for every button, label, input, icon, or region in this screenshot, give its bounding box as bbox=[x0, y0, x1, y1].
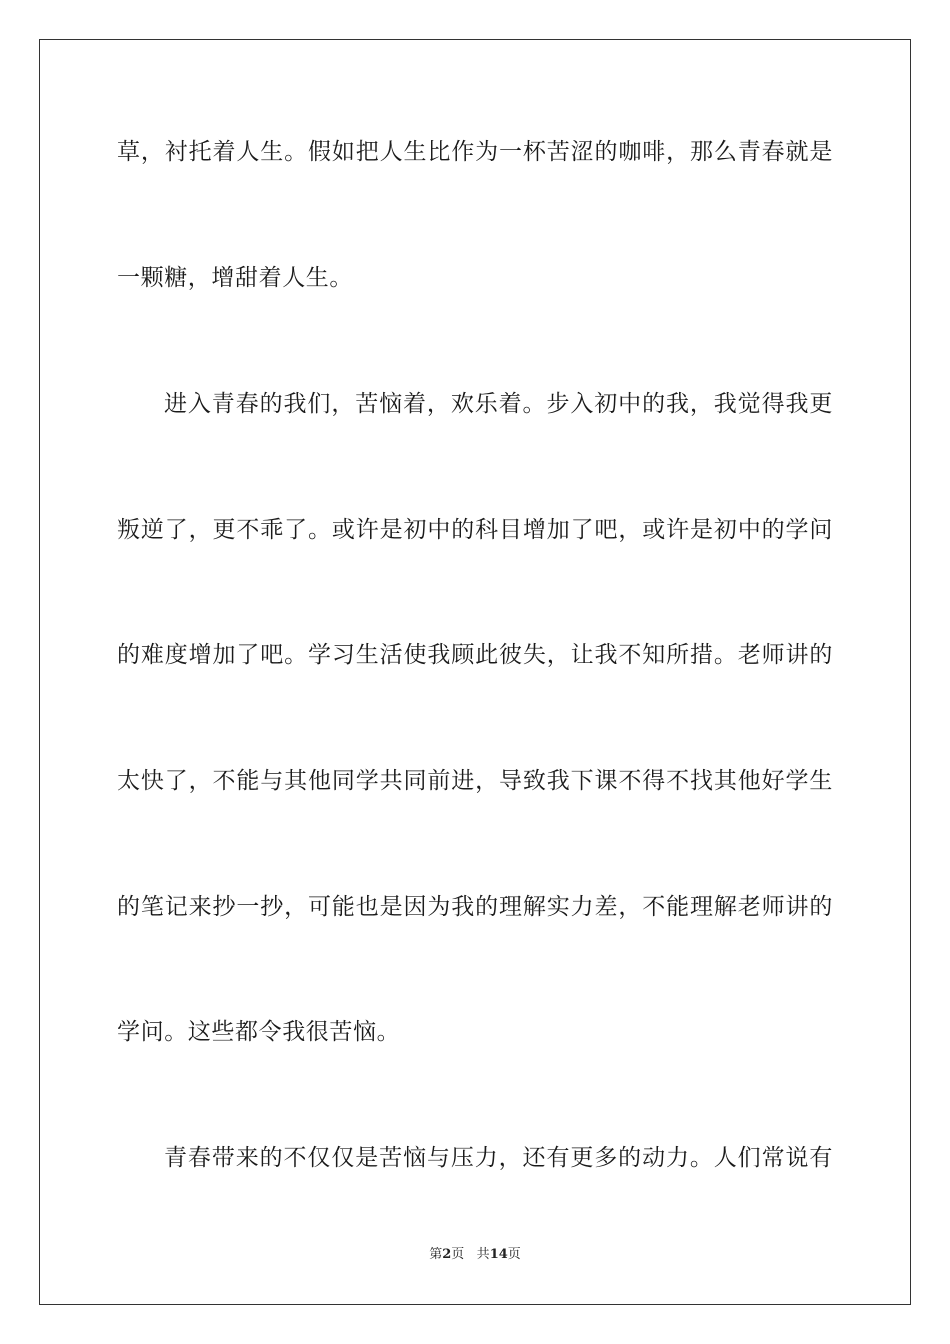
text-line: 叛逆了，更不乖了。或许是初中的科目增加了吧，或许是初中的学问 bbox=[117, 517, 833, 543]
page-footer bbox=[0, 1246, 950, 1264]
text-line: 的难度增加了吧。学习生活使我顾此彼失，让我不知所措。老师讲的 bbox=[117, 642, 833, 668]
footer-page-number: 2 bbox=[442, 1247, 452, 1262]
text-line: 的笔记来抄一抄，可能也是因为我的理解实力差，不能理解老师讲的 bbox=[117, 894, 833, 920]
page-border bbox=[39, 39, 911, 1305]
footer-page-suffix: 页 bbox=[451, 1247, 465, 1262]
footer-page-prefix: 第 bbox=[429, 1247, 443, 1262]
text-line: 一颗糖，增甜着人生。 bbox=[117, 265, 353, 291]
text-line: 学问。这些都令我很苦恼。 bbox=[117, 1019, 401, 1045]
text-line: 青春带来的不仅仅是苦恼与压力，还有更多的动力。人们常说有 bbox=[164, 1145, 833, 1171]
text-line: 草，衬托着人生。假如把人生比作为一杯苦涩的咖啡，那么青春就是 bbox=[117, 139, 833, 165]
footer-total-pages: 14 bbox=[489, 1247, 508, 1262]
footer-total-suffix: 页 bbox=[507, 1247, 521, 1262]
text-line: 太快了，不能与其他同学共同前进，导致我下课不得不找其他好学生 bbox=[117, 768, 833, 794]
footer-total-prefix: 共 bbox=[476, 1247, 490, 1262]
text-line: 进入青春的我们，苦恼着，欢乐着。步入初中的我，我觉得我更 bbox=[164, 391, 833, 417]
